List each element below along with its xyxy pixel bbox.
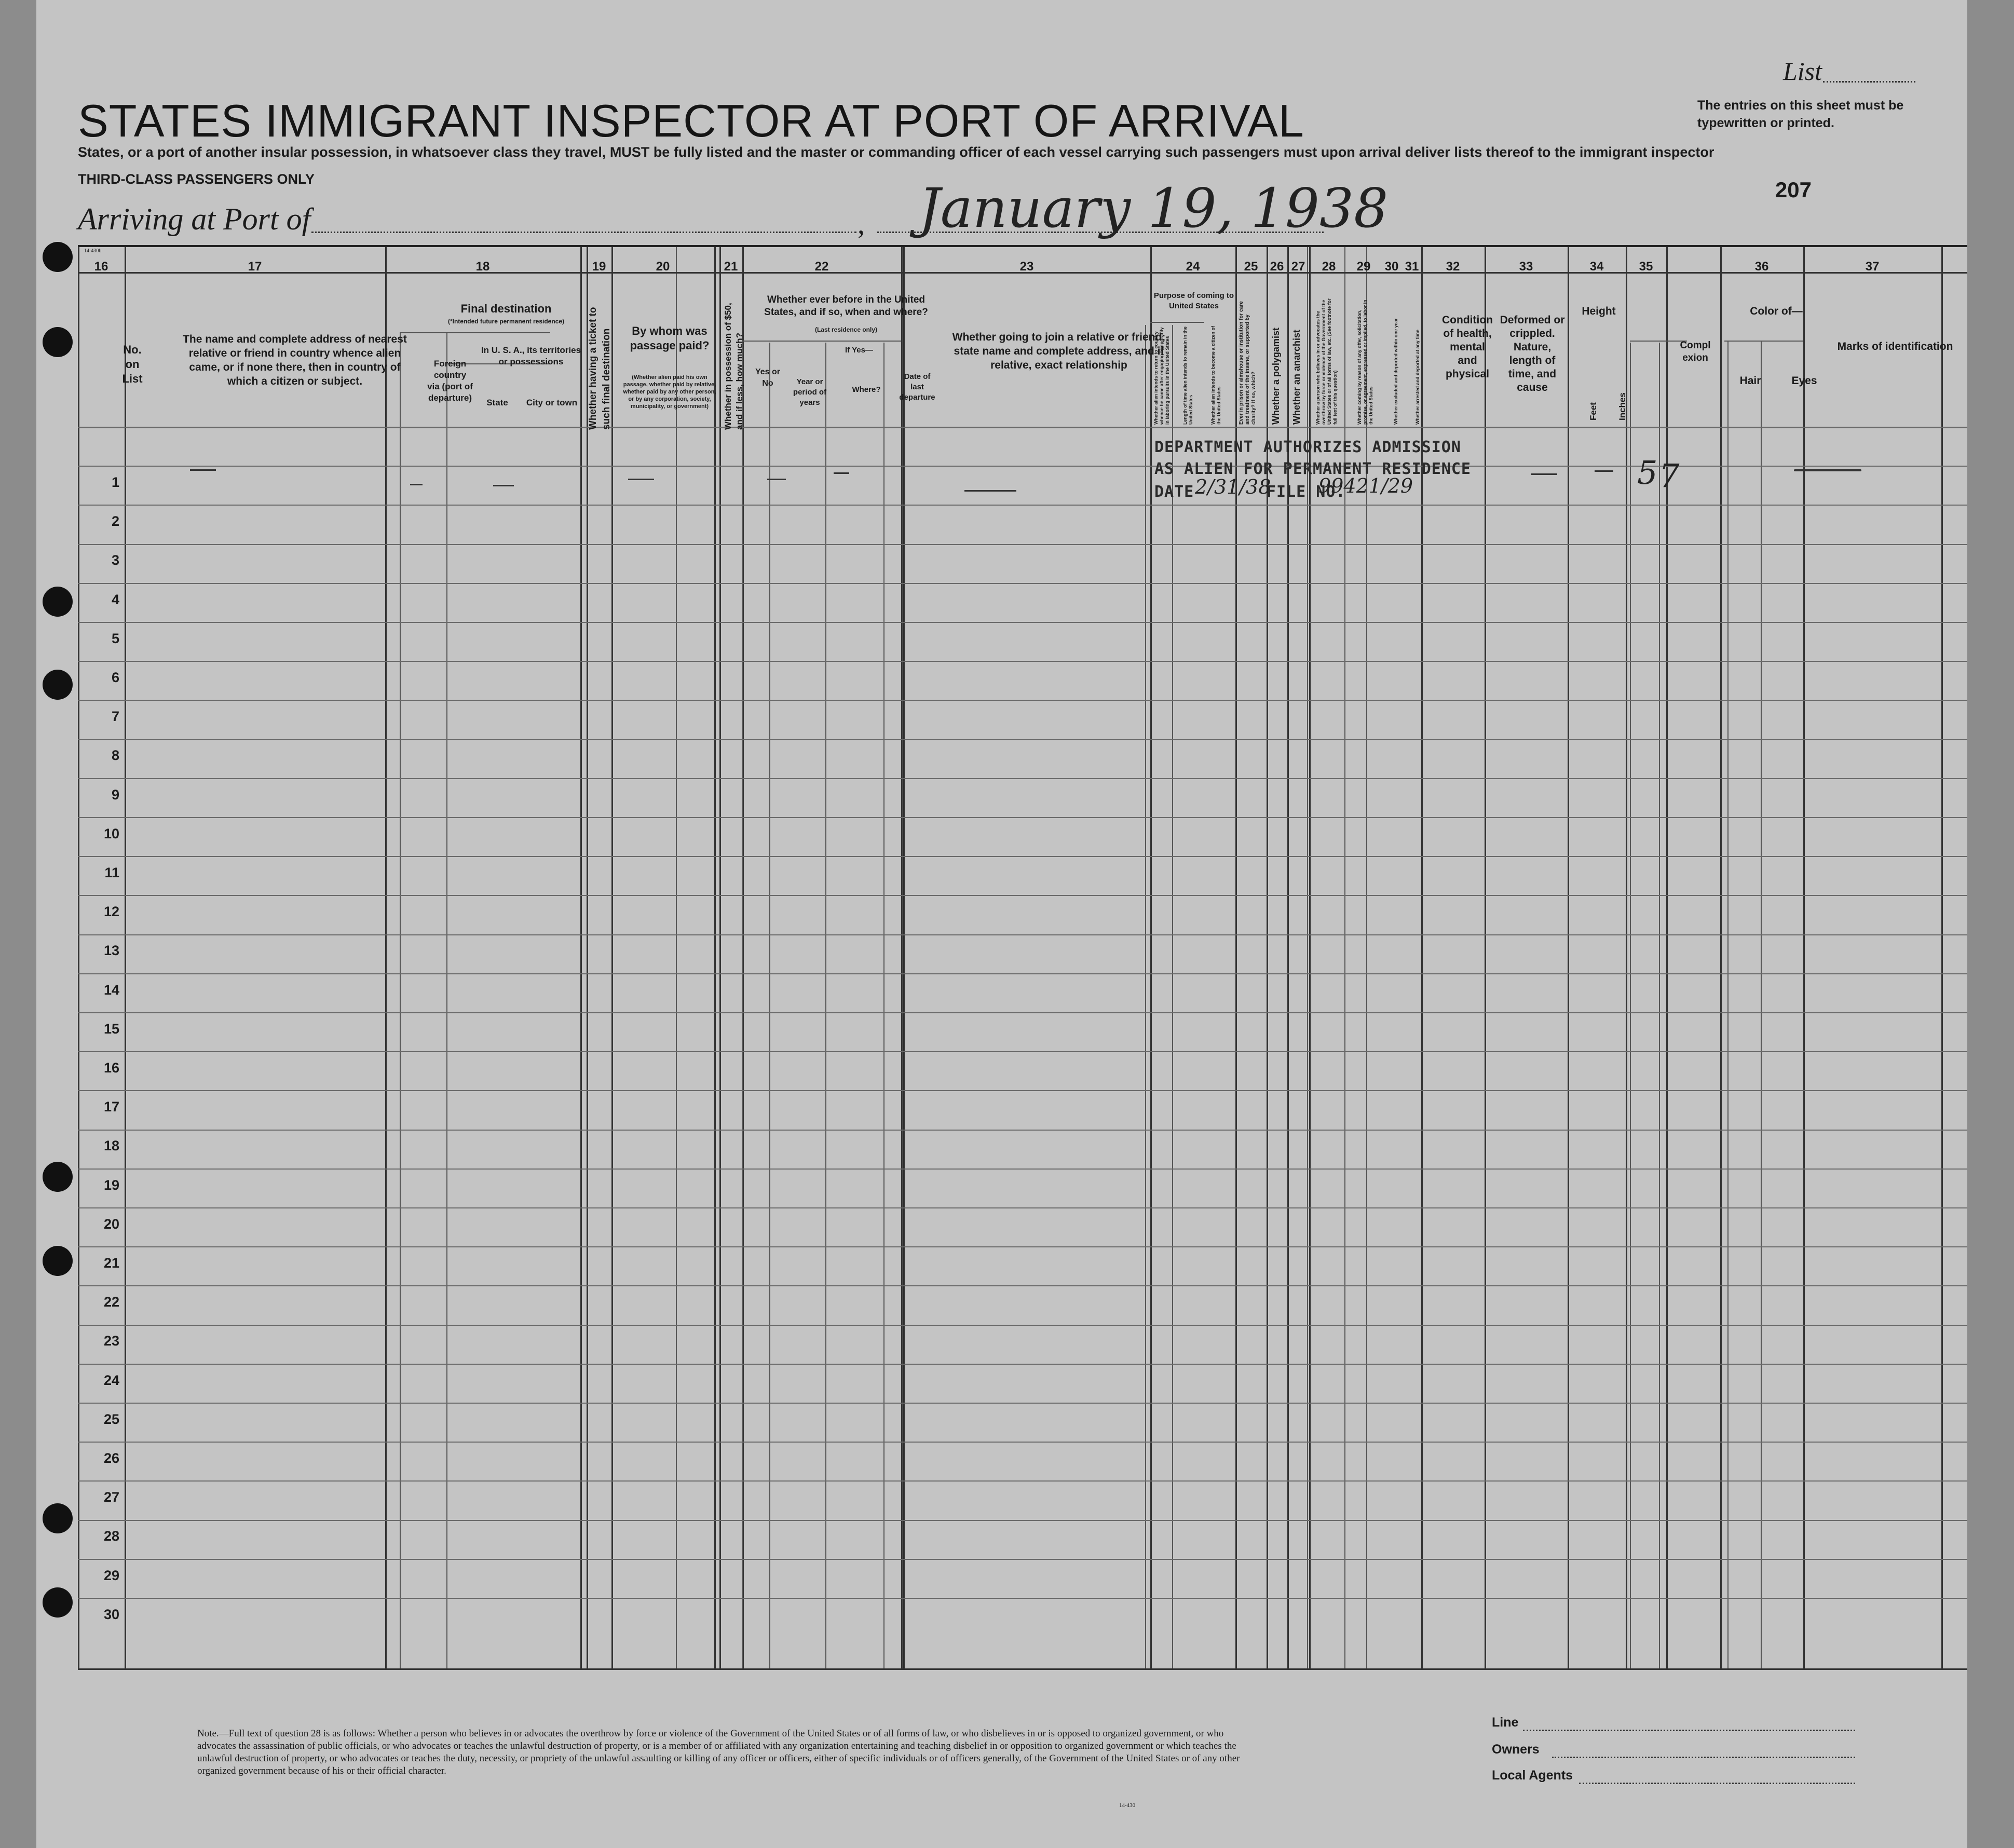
row1-col23-dash [964, 490, 1016, 492]
col36-eyes: Eyes [1791, 375, 1817, 387]
punch-hole [43, 587, 73, 617]
row-number: 16 [103, 1060, 119, 1076]
row1-col33-dash [1595, 470, 1613, 472]
subcolumn-rule [769, 343, 770, 1668]
row-rule [78, 934, 1967, 935]
column-number: 30 [1384, 260, 1399, 274]
subcolumn-rule [1145, 325, 1146, 1668]
punch-hole [43, 1162, 73, 1192]
form-code: 14-430b [84, 248, 102, 254]
row-number: 19 [103, 1177, 119, 1193]
col18-title: Final destination [460, 302, 552, 315]
row-number: 29 [103, 1568, 119, 1583]
row-rule [78, 778, 1967, 779]
col22-note: (Last residence only) [814, 326, 878, 333]
column-rule [1803, 247, 1805, 1668]
col17-header: The name and complete address of nearest relative or friend in country whence alien came, or if none there, then in country of which a citizen or subject. [183, 333, 407, 387]
row-rule [78, 1246, 1967, 1247]
col21-header: Whether in possession of $50, and if less, how much? [723, 303, 744, 430]
column-rule [611, 247, 613, 1668]
col18-note: (*Intended future permanent residence) [447, 318, 565, 325]
col26-header: Whether a polygamist [1271, 327, 1281, 425]
row-rule [78, 973, 1967, 974]
column-number: 20 [656, 260, 670, 274]
row1-col22b-dash [834, 472, 849, 474]
row-number: 3 [111, 552, 119, 568]
footer-owners-dots [1552, 1757, 1855, 1758]
column-number: 35 [1639, 260, 1653, 274]
column-number: 16 [94, 260, 108, 274]
subcolumn-rule [1727, 341, 1729, 1668]
column-number: 24 [1186, 260, 1200, 274]
comma: , [858, 208, 865, 240]
row-number: 17 [103, 1099, 119, 1115]
row-rule [78, 1090, 1967, 1091]
row-rule [78, 1364, 1967, 1365]
row-number: 12 [103, 904, 119, 919]
col22-ifyes: If Yes— [845, 346, 873, 355]
subcolumn-rule [676, 247, 677, 1668]
row-number: 9 [111, 787, 119, 803]
row-number: 25 [103, 1411, 119, 1427]
col37-header: Marks of identification [1837, 341, 1953, 352]
footnote: Note.—Full text of question 28 is as follows: Whether a person who believes in or advocates the overthrow by force or violence of the Government of the United States or of all forms of law, or who disbelieves in or is opposed to organized government, or who advocates the assassination of public officials, or who advocates or teaches the unlawful destruction of property, or is a member of or affiliated with any organization entertaining and teaching disbelief in or opposition to organized government or which teaches the unlawful destruction of property, or who advocates or teaches the duty, necessity, or propriety of the unlawful assaulting or killing of any officer or officers, either of specific individuals or of officers generally, of the Government of the United States or of any other organized government because of his or their official character. [197, 1728, 1240, 1776]
col24-title: Purpose of coming to United States [1153, 291, 1234, 310]
row-number: 20 [103, 1216, 119, 1232]
row-number: 5 [111, 631, 119, 646]
col16-header: No. on List [122, 343, 143, 385]
row-rule [78, 1403, 1967, 1404]
subcolumn-rule [1761, 341, 1762, 1668]
column-rule [1568, 247, 1569, 1668]
row-rule [78, 466, 1967, 467]
row-rule [78, 895, 1967, 896]
punch-hole [43, 670, 73, 700]
col28-header: Whether a person who believes in or advocates the overthrow by force or violence of the Government of the United States or of all forms of law, etc. (See footnote for full text of this question) [1315, 298, 1338, 425]
footer-line-dots [1523, 1730, 1855, 1731]
row-number: 2 [111, 513, 119, 529]
row1-height-inches: 7 [1659, 457, 1680, 495]
column-number: 18 [475, 260, 490, 274]
footer-line-label: Line [1492, 1715, 1519, 1730]
subtitle: States, or a port of another insular possession, in whatsoever class they travel, MUST be fully listed and the master or commanding officer of each vessel carrying such passengers must upon arrival deliver lists thereof to the immigrant inspector [78, 144, 1714, 160]
list-dotted-line [1823, 81, 1915, 83]
row-number: 24 [103, 1373, 119, 1388]
subcolumn-rule [1630, 343, 1631, 1668]
col36-hair: Hair [1739, 375, 1761, 387]
row-rule [78, 1598, 1967, 1599]
row-rule [78, 700, 1967, 701]
punch-hole [43, 327, 73, 357]
column-number: 28 [1322, 260, 1336, 274]
row1-col22-dash [767, 479, 786, 480]
column-rule [580, 247, 582, 1668]
col32-header: Condition of health, mental and physical [1442, 314, 1493, 380]
subcolumn-rule [883, 343, 884, 1668]
row-number: 13 [103, 943, 119, 958]
col33-header: Deformed or crippled. Nature, length of time, and cause [1500, 314, 1565, 393]
row-rule [78, 1559, 1967, 1560]
col34-title: Height [1582, 305, 1616, 317]
footer-owners-label: Owners [1492, 1742, 1540, 1757]
row-number: 21 [103, 1255, 119, 1271]
col22-title: Whether ever before in the United States, and if so, when and where? [764, 294, 928, 318]
row1-col20-dash [628, 479, 654, 480]
row-number: 26 [103, 1450, 119, 1466]
col30-header: Whether excluded and deported within one year [1393, 318, 1398, 425]
header-subrule [1630, 341, 1687, 342]
row-number: 7 [111, 709, 119, 724]
row-rule [78, 661, 1967, 662]
column-number: 31 [1405, 260, 1419, 274]
header-subrule [1150, 322, 1204, 323]
punch-hole [43, 1503, 73, 1533]
punch-hole [43, 1587, 73, 1618]
admission-stamp-line1: DEPARTMENT AUTHORIZES ADMISSION [1154, 438, 1461, 456]
row-rule [78, 1520, 1967, 1521]
column-number: 17 [248, 260, 262, 274]
list-label: List [1782, 57, 1822, 86]
date-handwritten: January 19, 1938 [919, 176, 1389, 240]
column-number: 29 [1356, 260, 1371, 274]
header-subrule [400, 332, 550, 333]
footnote-code: 14-430 [1119, 1802, 1136, 1809]
subcolumn-rule [1172, 325, 1173, 1668]
subcolumn-rule [446, 332, 447, 1668]
punch-hole [43, 1246, 73, 1276]
row-number: 6 [111, 670, 119, 685]
col22-date: Date of last departure [899, 372, 935, 402]
footer-agents-label: Local Agents [1492, 1768, 1573, 1783]
column-rule [385, 247, 387, 1668]
column-number: 27 [1291, 260, 1305, 274]
subcolumn-rule [742, 343, 743, 1668]
row-number: 11 [104, 865, 119, 880]
table-top-border [78, 245, 1967, 247]
col19-header: Whether having a ticket to such final destination [588, 307, 612, 430]
row-number: 28 [103, 1528, 119, 1544]
row-rule [78, 544, 1967, 545]
col23-header: Whether going to join a relative or friend; state name and complete address, and if relative, exact relationship [952, 331, 1166, 371]
column-rule [903, 247, 905, 1668]
column-rule [1485, 247, 1486, 1668]
row-rule [78, 505, 1967, 506]
col18-state: State [486, 398, 508, 407]
col24-b: Length of time alien intends to remain in the United States [1182, 326, 1193, 425]
column-number: 34 [1589, 260, 1604, 274]
row-number: 27 [103, 1489, 119, 1505]
footer-agents-dots [1579, 1783, 1855, 1784]
col36-title: Color of— [1750, 305, 1803, 317]
column-rule [901, 247, 903, 1668]
row-rule [78, 1442, 1967, 1443]
subcolumn-rule [400, 332, 401, 1668]
column-rule [125, 247, 126, 1668]
column-number: 25 [1244, 260, 1258, 274]
row1-col32-dash [1531, 473, 1557, 475]
row-number: 1 [111, 474, 119, 490]
col34-feet: Feet [1588, 402, 1598, 420]
subcolumn-rule [1659, 343, 1660, 1668]
col25-header: Ever in prison or almshouse or institution for care and treatment of the insane, or supported by charity? If so, which? [1239, 301, 1257, 425]
admission-stamp-date-label: DATE [1154, 483, 1194, 501]
row-rule [78, 817, 1967, 818]
column-rule [1941, 247, 1943, 1668]
row-rule [78, 427, 1967, 428]
header-subrule [742, 341, 901, 342]
col18-foreign: Foreign country via (port of departure) [427, 359, 473, 403]
admission-stamp-line2: AS ALIEN FOR PERMANENT RESIDENCE [1154, 460, 1471, 478]
col18-usa: In U. S. A., its territories or possessions [481, 345, 581, 366]
row-number: 14 [103, 982, 119, 998]
row-number: 15 [103, 1021, 119, 1037]
header-subrule [1724, 341, 1803, 342]
row-number: 4 [111, 592, 119, 607]
row1-col37-dash [1794, 469, 1861, 471]
port-dotted-line [311, 232, 856, 233]
row-rule [78, 1207, 1967, 1208]
admission-stamp-file-no: 99421/29 [1318, 474, 1413, 497]
col18-city: City or town [526, 398, 578, 407]
column-number: 36 [1754, 260, 1769, 274]
page-title: STATES IMMIGRANT INSPECTOR AT PORT OF ARRIVAL [78, 95, 1304, 146]
column-rule [719, 247, 721, 1668]
subcolumn-rule [825, 343, 826, 1668]
sheet-number: 207 [1775, 178, 1812, 202]
col22-where: Where? [852, 385, 881, 394]
row-rule [78, 1325, 1967, 1326]
row-rule [78, 1168, 1967, 1170]
col27-header: Whether an anarchist [1291, 329, 1302, 425]
col29-header: Whether coming by reason of any offer, solicitation, promise, or agreement, expressed or implied, to labor in the United States [1357, 300, 1373, 425]
col35-header: Complexion [1680, 340, 1711, 363]
col24-a: Whether alien intends to return to country whence he came after engaging temporarily in laboring pursuits in the United States [1153, 327, 1170, 425]
row-number: 8 [111, 748, 119, 763]
col31-header: Whether arrested and deported at any time [1415, 329, 1420, 425]
column-number: 26 [1270, 260, 1284, 274]
row-rule [78, 1051, 1967, 1052]
manifest-sheet [36, 0, 1967, 1848]
row1-col18-dash [410, 484, 423, 485]
row-rule [78, 739, 1967, 740]
column-rule [1150, 247, 1152, 1668]
row1-col18b-dash [493, 485, 514, 486]
row1-height-feet: 5 [1637, 454, 1658, 492]
col22-year: Year or period of years [793, 377, 827, 407]
row-rule [78, 622, 1967, 623]
row-rule [78, 1012, 1967, 1013]
column-number: 32 [1446, 260, 1460, 274]
col24-c: Whether alien intends to become a citizen of the United States [1210, 325, 1221, 425]
admission-stamp-date: 2/31/38 [1195, 475, 1271, 498]
row1-col17-dash [190, 469, 216, 471]
class-line: THIRD-CLASS PASSENGERS ONLY [78, 171, 315, 187]
entries-note: The entries on this sheet must be typewritten or printed. [1697, 98, 1904, 130]
port-label: Arriving at Port of [78, 202, 311, 236]
row-rule [78, 1130, 1967, 1131]
column-number: 37 [1865, 260, 1880, 274]
column-rule [1626, 247, 1627, 1668]
column-number: 22 [814, 260, 829, 274]
column-rule [587, 247, 588, 1668]
admission-stamp-file-label: FILE NO. [1267, 483, 1346, 501]
row-rule [78, 1480, 1967, 1482]
column-number: 19 [592, 260, 606, 274]
col20-header: By whom was passage paid? [630, 324, 710, 352]
table-bottom-rule [78, 1668, 1967, 1670]
row-number: 10 [103, 826, 119, 841]
col22-yesno: Yes or No [755, 368, 781, 388]
row-number: 18 [103, 1138, 119, 1153]
column-rule [1720, 247, 1722, 1668]
row-number: 23 [103, 1333, 119, 1349]
row-number: 22 [103, 1294, 119, 1310]
row-rule [78, 856, 1967, 857]
row-rule [78, 583, 1967, 584]
col34-inches: Inches [1617, 392, 1627, 420]
column-rule [714, 247, 716, 1668]
column-number: 33 [1519, 260, 1533, 274]
row-number: 30 [103, 1607, 119, 1622]
column-number: 21 [724, 260, 738, 274]
row-rule [78, 1285, 1967, 1286]
column-number: 23 [1019, 260, 1034, 274]
col20-note: (Whether alien paid his own passage, whether paid by relative, whether paid by any other person, or by any corporation, society, municipality, or government) [623, 374, 716, 410]
punch-hole [43, 242, 73, 272]
